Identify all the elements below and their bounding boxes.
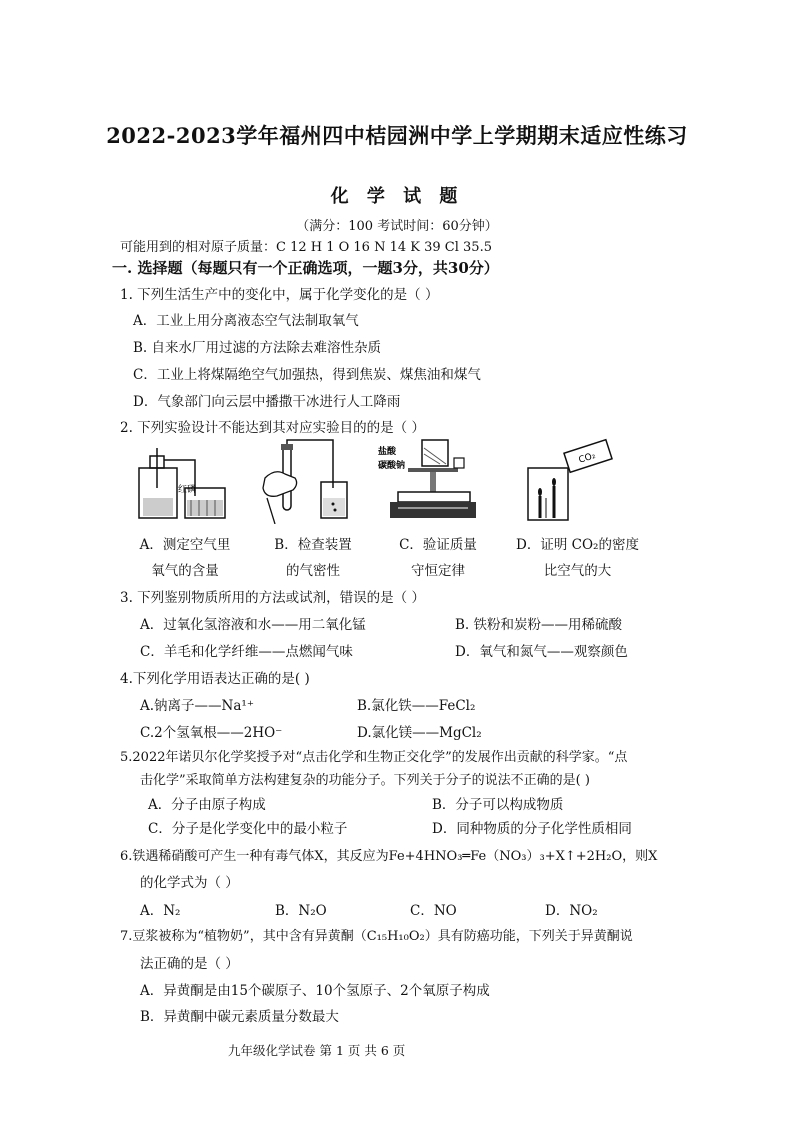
q2-caption-a-line2: 氧气的含量 xyxy=(151,563,219,579)
q5-option-c: C．分子是化学变化中的最小粒子 xyxy=(148,821,348,837)
figure-b-airtightness-apparatus xyxy=(255,438,355,524)
q7-stem-line1: 7.豆浆被称为“植物奶”，其中含有异黄酮（C₁₅H₁₀O₂）具有防癌功能，下列关于异黄酮说 xyxy=(120,929,633,944)
q3-stem: 3. 下列鉴别物质所用的方法或试剂，错误的是（ ） xyxy=(120,590,425,606)
q6-option-d: D．NO₂ xyxy=(545,903,598,919)
q5-option-d: D．同种物质的分子化学性质相同 xyxy=(432,821,632,837)
q3-option-d: D．氧气和氮气——观察颜色 xyxy=(455,644,628,660)
figure-d-label-co2: CO₂ xyxy=(577,450,597,466)
q1-option-c: C．工业上将煤隔绝空气加强热，得到焦炭、煤焦油和煤气 xyxy=(133,367,481,383)
exam-note: （满分：100 考试时间：60分钟） xyxy=(296,219,498,234)
q6-stem-line2: 的化学式为（ ） xyxy=(140,875,239,891)
q4-option-b: B.氯化铁——FeCl₂ xyxy=(357,698,476,714)
q2-caption-d-line2: 比空气的大 xyxy=(543,563,612,579)
page-title: 2022-2023学年福州四中桔园洲中学上学期期末适应性练习 xyxy=(106,123,688,148)
q5-option-b: B．分子可以构成物质 xyxy=(432,797,564,813)
q2-caption-c-line1: C．验证质量 xyxy=(399,537,477,553)
q7-option-b: B．异黄酮中碳元素质量分数最大 xyxy=(140,1009,339,1025)
q6-option-c: C．NO xyxy=(410,903,457,919)
exam-subtitle: 化 学 试 题 xyxy=(330,186,464,207)
q6-stem-line1: 6.铁遇稀硝酸可产生一种有毒气体X，其反应为Fe+4HNO₃═Fe（NO₃）₃+X↑+2H₂O，则X xyxy=(120,849,658,864)
q7-stem-line2: 法正确的是（ ） xyxy=(140,956,239,972)
atomic-masses: 可能用到的相对原子质量：C 12 H 1 O 16 N 14 K 39 Cl 35.5 xyxy=(120,240,492,255)
figure-d-co2-candle-apparatus xyxy=(518,438,618,524)
q2-caption-c-line2: 守恒定律 xyxy=(411,563,465,579)
q4-option-a: A.钠离子——Na¹⁺ xyxy=(140,698,254,714)
figure-c-balance-apparatus xyxy=(378,438,478,524)
figure-c-label-carbonate: 碳酸钠 xyxy=(378,461,406,471)
q2-caption-d-line1: D．证明 CO₂的密度 xyxy=(516,537,639,553)
q1-option-d: D．气象部门向云层中播撒干冰进行人工降雨 xyxy=(133,394,401,410)
figure-a-label-red-phosphorus: 红磷 xyxy=(178,485,197,495)
q5-option-a: A．分子由原子构成 xyxy=(148,797,266,813)
q7-option-a: A．异黄酮是由15个碳原子、10个氢原子、2个氧原子构成 xyxy=(140,983,490,999)
figure-c-label-acid: 盐酸 xyxy=(378,447,397,457)
q3-option-b: B. 铁粉和炭粉——用稀硫酸 xyxy=(455,617,623,633)
q4-stem: 4.下列化学用语表达正确的是( ) xyxy=(120,671,310,687)
figure-a-oxygen-apparatus xyxy=(133,438,233,524)
page-footer: 九年级化学试卷 第 1 页 共 6 页 xyxy=(228,1043,406,1058)
q4-option-d: D.氯化镁——MgCl₂ xyxy=(357,725,482,741)
q2-stem: 2. 下列实验设计不能达到其对应实验目的的是（ ） xyxy=(120,420,425,436)
q5-stem-line2: 击化学”采取简单方法构建复杂的功能分子。下列关于分子的说法不正确的是( ) xyxy=(140,773,590,788)
q1-option-a: A．工业上用分离液态空气法制取氧气 xyxy=(133,313,359,329)
q3-option-a: A．过氧化氢溶液和水——用二氧化锰 xyxy=(140,617,366,633)
q6-option-b: B．N₂O xyxy=(275,903,327,919)
q1-option-b: B. 自来水厂用过滤的方法除去难溶性杂质 xyxy=(133,340,382,356)
q4-option-c: C.2个氢氧根——2HO⁻ xyxy=(140,725,283,741)
q5-stem-line1: 5.2022年诺贝尔化学奖授予对“点击化学和生物正交化学”的发展作出贡献的科学家。“点 xyxy=(120,750,628,765)
section-heading: 一. 选择题（每题只有一个正确选项，一题3分，共30分） xyxy=(112,259,499,277)
q2-caption-b-line1: B．检查装置 xyxy=(274,537,352,553)
q2-caption-b-line2: 的气密性 xyxy=(286,563,340,579)
q6-option-a: A．N₂ xyxy=(140,903,181,919)
q3-option-c: C．羊毛和化学纤维——点燃闻气味 xyxy=(140,644,353,660)
q1-stem: 1. 下列生活生产中的变化中，属于化学变化的是（ ） xyxy=(120,287,439,303)
q2-caption-a-line1: A．测定空气里 xyxy=(139,537,231,553)
